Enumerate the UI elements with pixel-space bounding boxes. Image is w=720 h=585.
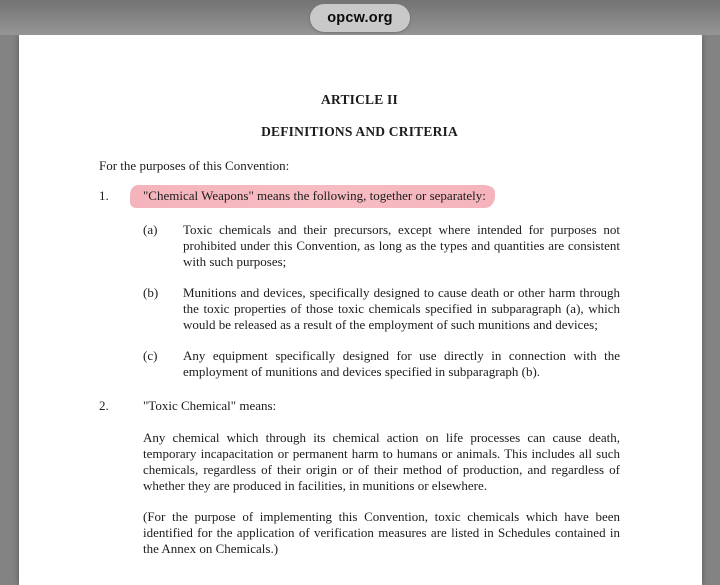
- subitem-b-text: Munitions and devices, specifically designed to cause death or other harm through the toxic properties of those toxic chemicals specified in subparagraph (a), which would be released as a result of the employment of such munitions and devices;: [183, 285, 620, 332]
- subitem-b: [143, 285, 620, 333]
- item-2-text: "Toxic Chemical" means:: [143, 398, 277, 413]
- browser-topbar: [0, 0, 720, 35]
- subitem-a: [143, 222, 620, 270]
- item-1-number: 1.: [99, 188, 109, 203]
- subitem-a-label: (a): [143, 222, 158, 237]
- article-title: ARTICLE II: [321, 92, 398, 107]
- url-pill[interactable]: [310, 4, 410, 32]
- subitem-c-label: (c): [143, 348, 158, 363]
- list-item-1: [99, 188, 620, 204]
- subitem-a-text: Toxic chemicals and their precursors, except where intended for purposes not prohibited under this Convention, as long as the types and quantities are consistent with such purposes;: [183, 222, 620, 269]
- list-item-2: [99, 398, 620, 414]
- intro-text: For the purposes of this Convention:: [99, 158, 290, 173]
- subitem-c: [143, 348, 620, 380]
- item-2-paragraph-1: Any chemical which through its chemical action on life processes can cause death, temporary incapacitation or permanent harm to humans or animals. This includes all such chemicals, regardless of their origin or of their method of production, and regardless of whether they are produced in facilities, in munitions or elsewhere.: [143, 430, 620, 493]
- item-2-number: 2.: [99, 398, 109, 413]
- subitem-b-label: (b): [143, 285, 159, 300]
- item-1-text: [143, 188, 620, 204]
- highlight-mark: "Chemical Weapons" means the following, together or separately:: [130, 185, 495, 208]
- subitem-c-text: Any equipment specifically designed for use directly in connection with the employment of munitions and devices specified in subparagraph (b).: [183, 348, 620, 379]
- item-2-paragraph-2: (For the purpose of implementing this Convention, toxic chemicals which have been identified for the application of verification measures are listed in Schedules contained in the Annex on Chemicals.): [143, 509, 620, 556]
- url-text: opcw.org: [327, 10, 393, 26]
- document-page: [19, 35, 702, 585]
- article-subtitle: DEFINITIONS AND CRITERIA: [261, 124, 458, 139]
